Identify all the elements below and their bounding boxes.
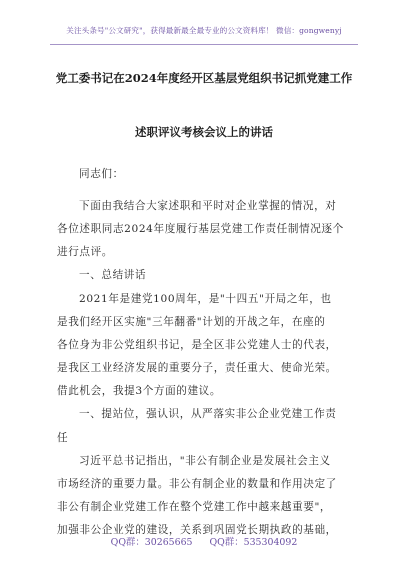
footer-qq-group-2: QQ群：535304092 (209, 537, 298, 548)
section-heading: 一、提站位，强认识，从严落实非公企业党建工作责 (79, 408, 337, 420)
body-line: 习近平总书记指出，"非公有制企业是发展社会主义 (79, 455, 331, 467)
body-line: 各位述职同志2024年度履行基层党建工作责任制情况逐个 (57, 223, 344, 235)
body-line: 同志们： (79, 168, 124, 180)
promo-banner (0, 25, 408, 36)
body-line: 是我们经开区实施"三年翻番"计划的开战之年，在座的 (57, 316, 326, 328)
body-line: 是我区工业经济发展的重要分子，责任重大、使命光荣。 (57, 362, 337, 374)
section-heading: 一、总结讲话 (79, 269, 147, 281)
document-title-line-2: 述职评议考核会议上的讲话 (135, 125, 273, 139)
body-line: 加强非公企业党的建设，关系到巩固党长期执政的基础， (57, 524, 337, 536)
body-line: 进行点评。 (57, 246, 113, 258)
banner-text: 关注头条号"公文研究"，获得最新最全最专业的公文资料库！ 微信：gongwenyj (66, 26, 342, 35)
body-line: 2021年是建党100周年，是"十四五"开局之年，也 (79, 293, 332, 305)
body-line: 下面由我结合大家述职和平时对企业掌握的情况，对 (79, 200, 337, 212)
document-title-line-1: 党工委书记在2024年度经开区基层党组织书记抓党建工作 (55, 71, 353, 85)
banner-divider (50, 44, 358, 45)
body-line: 各位身为非公党组织书记，是全区非公党建人士的代表， (57, 339, 337, 351)
body-line: 市场经济的重要力量。非公有制企业的数量和作用决定了 (57, 478, 337, 490)
footer-qq-group-1: QQ群：30265665 (110, 537, 193, 548)
body-line: 借此机会，我提3个方面的建议。 (57, 385, 222, 397)
body-line: 非公有制企业党建工作在整个党建工作中越来越重要"， (57, 501, 332, 513)
section-heading-continued: 任 (57, 432, 69, 444)
footer-contact (0, 534, 408, 548)
